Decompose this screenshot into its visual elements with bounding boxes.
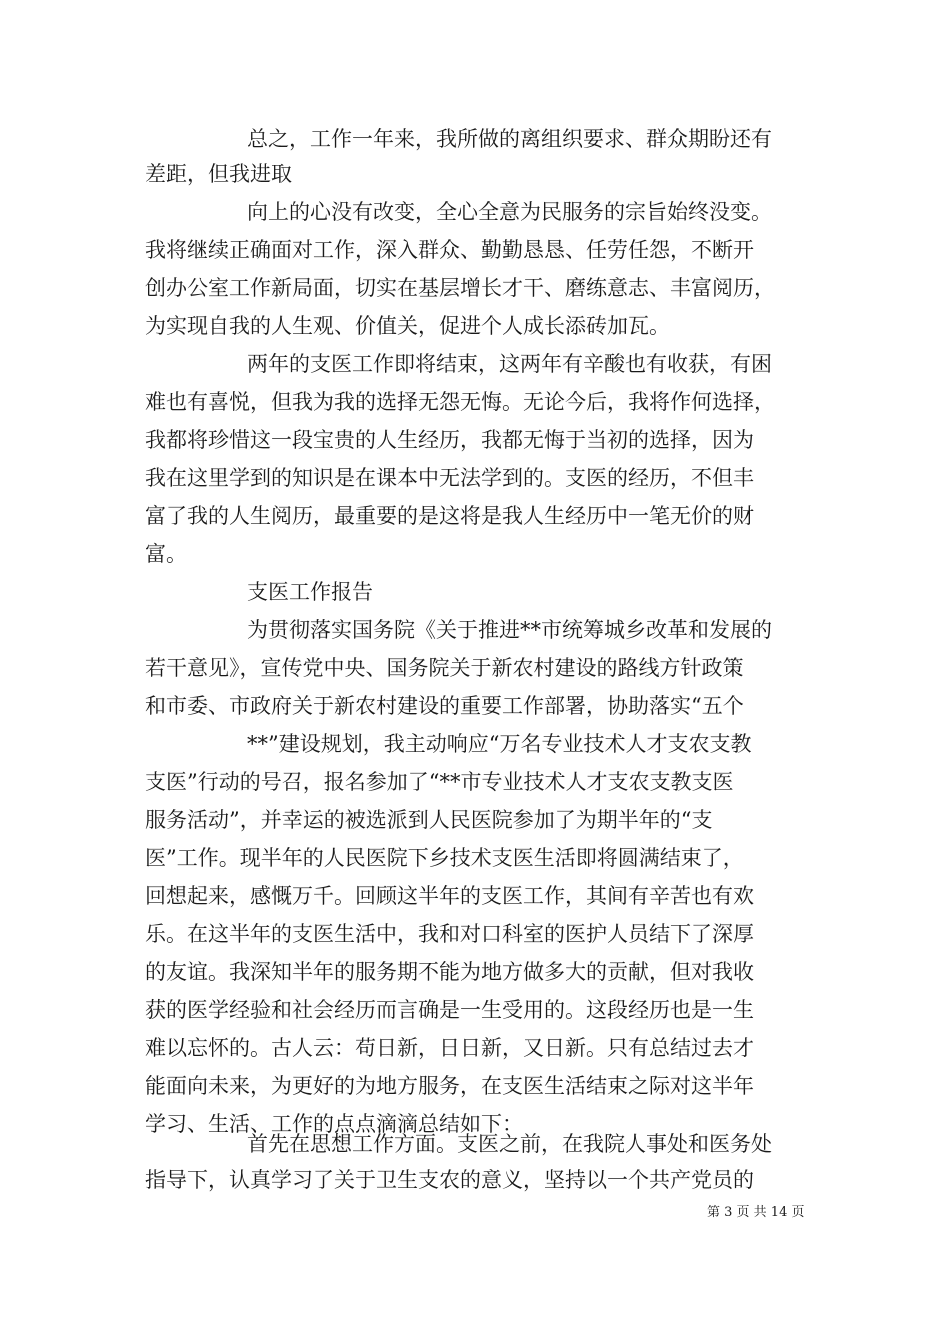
text-line: 为贯彻落实国务院《关于推进**市统筹城乡改革和发展的 bbox=[247, 618, 772, 642]
text-line: 我在这里学到的知识是在课本中无法学到的。支医的经历，不但丰 bbox=[145, 466, 754, 490]
text-line: 两年的支医工作即将结束，这两年有辛酸也有收获，有困 bbox=[247, 352, 772, 376]
section-heading: 支医工作报告 bbox=[247, 580, 373, 604]
text-line: 为实现自我的人生观、价值关，促进个人成长添砖加瓦。 bbox=[145, 314, 670, 338]
text-line: 我将继续正确面对工作，深入群众、勤勤恳恳、任劳任怨，不断开 bbox=[145, 238, 754, 262]
text-line: 富。 bbox=[145, 542, 187, 566]
text-line: 差距，但我进取 bbox=[145, 162, 292, 186]
text-line: 富了我的人生阅历，最重要的是这将是我人生经历中一笔无价的财 bbox=[145, 504, 754, 528]
text-line: 回想起来，感慨万千。回顾这半年的支医工作，其间有辛苦也有欢 bbox=[145, 884, 754, 908]
text-line: 创办公室工作新局面，切实在基层增长才干、磨练意志、丰富阅历， bbox=[145, 276, 775, 300]
text-line: 难也有喜悦，但我为我的选择无怨无悔。无论今后，我将作何选择， bbox=[145, 390, 775, 414]
text-line: 获的医学经验和社会经历而言确是一生受用的。这段经历也是一生 bbox=[145, 998, 754, 1022]
text-line: 我都将珍惜这一段宝贵的人生经历，我都无悔于当初的选择，因为 bbox=[145, 428, 754, 452]
text-line: 服务活动”，并幸运的被选派到人民医院参加了为期半年的“支 bbox=[145, 808, 713, 832]
text-line: 若干意见》，宣传党中央、国务院关于新农村建设的路线方针政策 bbox=[145, 656, 744, 680]
text-line: 乐。在这半年的支医生活中，我和对口科室的医护人员结下了深厚 bbox=[145, 922, 754, 946]
text-line: **”建设规划，我主动响应“万名专业技术人才支农支教 bbox=[247, 732, 752, 756]
text-line: 学习、生活、工作的点点滴滴总结如下： bbox=[145, 1112, 523, 1136]
text-line: 的友谊。我深知半年的服务期不能为地方做多大的贡献，但对我收 bbox=[145, 960, 754, 984]
page-number-footer: 第 3 页 共 14 页 bbox=[707, 1205, 805, 1220]
text-line: 难以忘怀的。古人云：苟日新，日日新，又日新。只有总结过去才 bbox=[145, 1036, 754, 1060]
text-line: 首先在思想工作方面。支医之前，在我院人事处和医务处 bbox=[247, 1132, 772, 1156]
text-line: 医”工作。现半年的人民医院下乡技术支医生活即将圆满结束了， bbox=[145, 846, 744, 870]
text-line: 总之，工作一年来，我所做的离组织要求、群众期盼还有 bbox=[247, 127, 772, 151]
text-line: 指导下，认真学习了关于卫生支农的意义，坚持以一个共产党员的 bbox=[145, 1168, 754, 1192]
text-line: 向上的心没有改变，全心全意为民服务的宗旨始终没变。 bbox=[247, 200, 772, 224]
text-line: 支医”行动的号召，报名参加了“**市专业技术人才支农支教支医 bbox=[145, 770, 734, 794]
text-line: 能面向未来，为更好的为地方服务，在支医生活结束之际对这半年 bbox=[145, 1074, 754, 1098]
text-line: 和市委、市政府关于新农村建设的重要工作部署，协助落实“五个 bbox=[145, 694, 744, 718]
